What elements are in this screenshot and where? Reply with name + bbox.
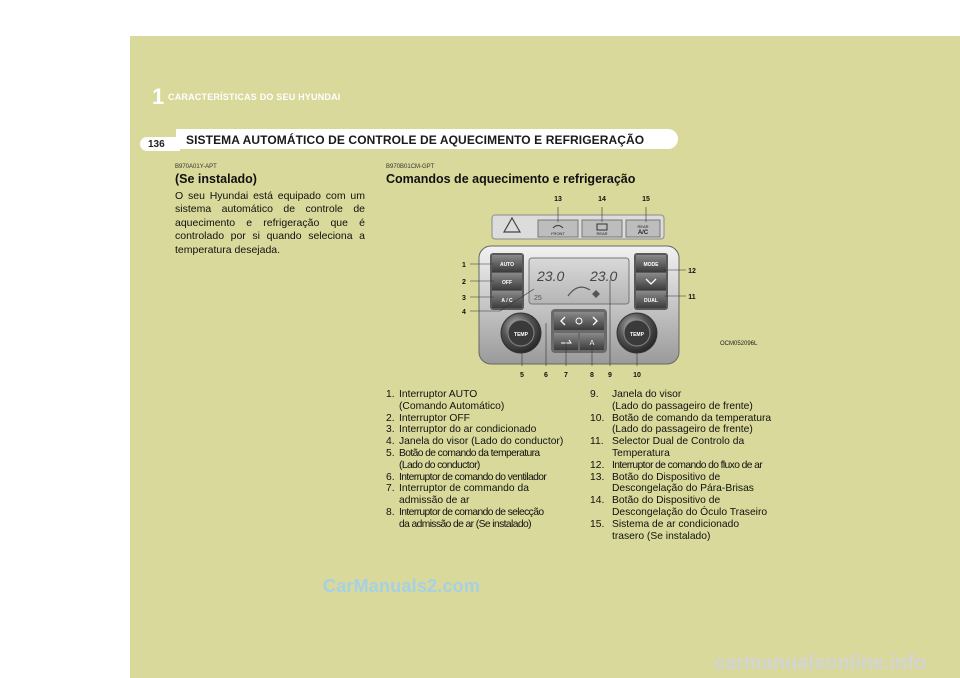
- list-item: [386, 436, 582, 448]
- list-item-number: 4.: [386, 436, 395, 448]
- chapter-title: CARACTERÍSTICAS DO SEU HYUNDAI: [168, 92, 341, 102]
- list-item: [590, 389, 790, 413]
- list-item: [386, 389, 582, 413]
- list-item: [590, 472, 790, 496]
- list-item: [386, 424, 582, 436]
- list-item-text: Botão de comando da temperatura (Lado do passageiro de frente): [612, 412, 772, 436]
- figure-code: OCM052096L: [720, 341, 758, 347]
- list-item: [386, 413, 582, 425]
- list-item-number: 6.: [386, 471, 395, 483]
- rear-ac-label-2: A/C: [637, 230, 649, 236]
- component-list-left: [386, 389, 582, 531]
- list-item: [386, 483, 582, 507]
- list-item-text: Selector Dual de Controlo da Temperatura: [612, 436, 745, 459]
- list-item-number: 15.: [590, 518, 605, 530]
- list-item-number: 11.: [590, 436, 604, 448]
- callout-13: 13: [554, 196, 562, 203]
- rear-label: REAR: [596, 231, 608, 236]
- callout-1: 1: [462, 262, 466, 269]
- temp-right-label: TEMP: [630, 332, 644, 338]
- list-item-text: Janela do visor (Lado do passageiro de frente): [612, 389, 753, 412]
- list-item-text: Interruptor do ar condicionado: [399, 424, 537, 436]
- left-heading: (Se instalado): [175, 172, 257, 186]
- list-item-number: 14.: [590, 495, 605, 507]
- climate-control-diagram: [440, 185, 730, 385]
- callout-8: 8: [590, 372, 594, 379]
- list-item: [386, 448, 582, 472]
- callout-7: 7: [564, 372, 568, 379]
- mode-label: MODE: [643, 262, 659, 268]
- component-list-right: [590, 389, 790, 542]
- callout-12: 12: [688, 268, 696, 275]
- list-item: [386, 472, 582, 484]
- watermark-carmanuals2[interactable]: CarManuals2.com: [323, 576, 481, 596]
- callout-10: 10: [633, 372, 641, 379]
- left-section-code: B970A01Y-APT: [175, 164, 217, 170]
- list-item-text: Interruptor de comando de selecção da admissão de ar (Se instalado): [399, 506, 544, 530]
- callout-2: 2: [462, 279, 466, 286]
- front-label: FRONT: [551, 231, 565, 236]
- list-item-text: Janela do visor (Lado do conductor): [399, 436, 564, 448]
- left-body-text: O seu Hyundai está equipado com um sistema automático de controle de aquecimento e refrigeração que é controlado por si quando seleciona a temperatura desejada.: [175, 190, 365, 256]
- callout-5: 5: [520, 372, 524, 379]
- section-title: SISTEMA AUTOMÁTICO DE CONTROLE DE AQUECIMENTO E REFRIGERAÇÃO: [186, 133, 645, 147]
- list-item-text: Botão do Dispositivo de Descongelação do Pára-Brisas: [612, 471, 754, 495]
- list-item-number: 12.: [590, 459, 605, 471]
- list-item-number: 2.: [386, 412, 395, 424]
- list-item-number: 3.: [386, 424, 395, 436]
- callout-4: 4: [462, 309, 466, 316]
- ac-label: A / C: [501, 298, 513, 304]
- page-number: 136: [148, 139, 165, 150]
- auto-label: AUTO: [499, 262, 515, 268]
- chapter-number: 1: [152, 84, 165, 109]
- rear-ac-label-1: REAR: [637, 224, 649, 229]
- temp-left-label: TEMP: [514, 332, 528, 338]
- list-item-text: Botão do Dispositivo de Descongelação do Óculo Traseiro: [612, 495, 768, 518]
- list-item-number: 5.: [386, 447, 395, 459]
- list-item-number: 10.: [590, 412, 605, 424]
- air-intake-select-icon: A: [589, 340, 595, 347]
- right-heading: Comandos de aquecimento e refrigeração: [386, 172, 636, 186]
- callout-15: 15: [642, 196, 650, 203]
- list-item-text: Interruptor AUTO (Comando Automático): [399, 389, 505, 412]
- list-item-number: 9.: [590, 389, 599, 400]
- display-outside-temp: 25: [534, 295, 542, 302]
- dual-label: DUAL: [644, 298, 658, 304]
- off-label: OFF: [502, 280, 512, 286]
- list-item-text: Interruptor OFF: [399, 412, 470, 424]
- list-item-text: Botão de comando da temperatura (Lado do conductor): [399, 447, 540, 471]
- list-item: [386, 507, 582, 531]
- mode-down-button: [636, 273, 666, 290]
- callout-6: 6: [544, 372, 548, 379]
- callout-11: 11: [688, 294, 696, 301]
- right-section-code: B970B01CM-GPT: [386, 164, 435, 170]
- callout-9: 9: [608, 372, 612, 379]
- callout-3: 3: [462, 295, 466, 302]
- list-item-number: 7.: [386, 483, 395, 495]
- list-item: [590, 495, 790, 519]
- display-temp-left: 23.0: [537, 268, 565, 284]
- list-item-text: Sistema de ar condicionado trasero (Se instalado): [612, 518, 740, 542]
- list-item-number: 1.: [386, 389, 395, 400]
- list-item: [590, 436, 790, 460]
- watermark-carmanualsonline[interactable]: carmanualsonline.info: [714, 652, 927, 674]
- list-item: [590, 519, 790, 543]
- display-temp-right: 23.0: [590, 268, 618, 284]
- list-item: [590, 413, 790, 437]
- list-item-text: Interruptor de commando da admissão de ar: [399, 483, 529, 507]
- list-item-number: 8.: [386, 506, 395, 518]
- list-item: [590, 460, 790, 472]
- list-item-text: Interruptor de comando do ventilador: [399, 471, 547, 483]
- list-item-number: 13.: [590, 471, 605, 483]
- list-item-text: Interruptor de comando do fluxo de ar: [612, 459, 763, 471]
- callout-14: 14: [598, 196, 606, 203]
